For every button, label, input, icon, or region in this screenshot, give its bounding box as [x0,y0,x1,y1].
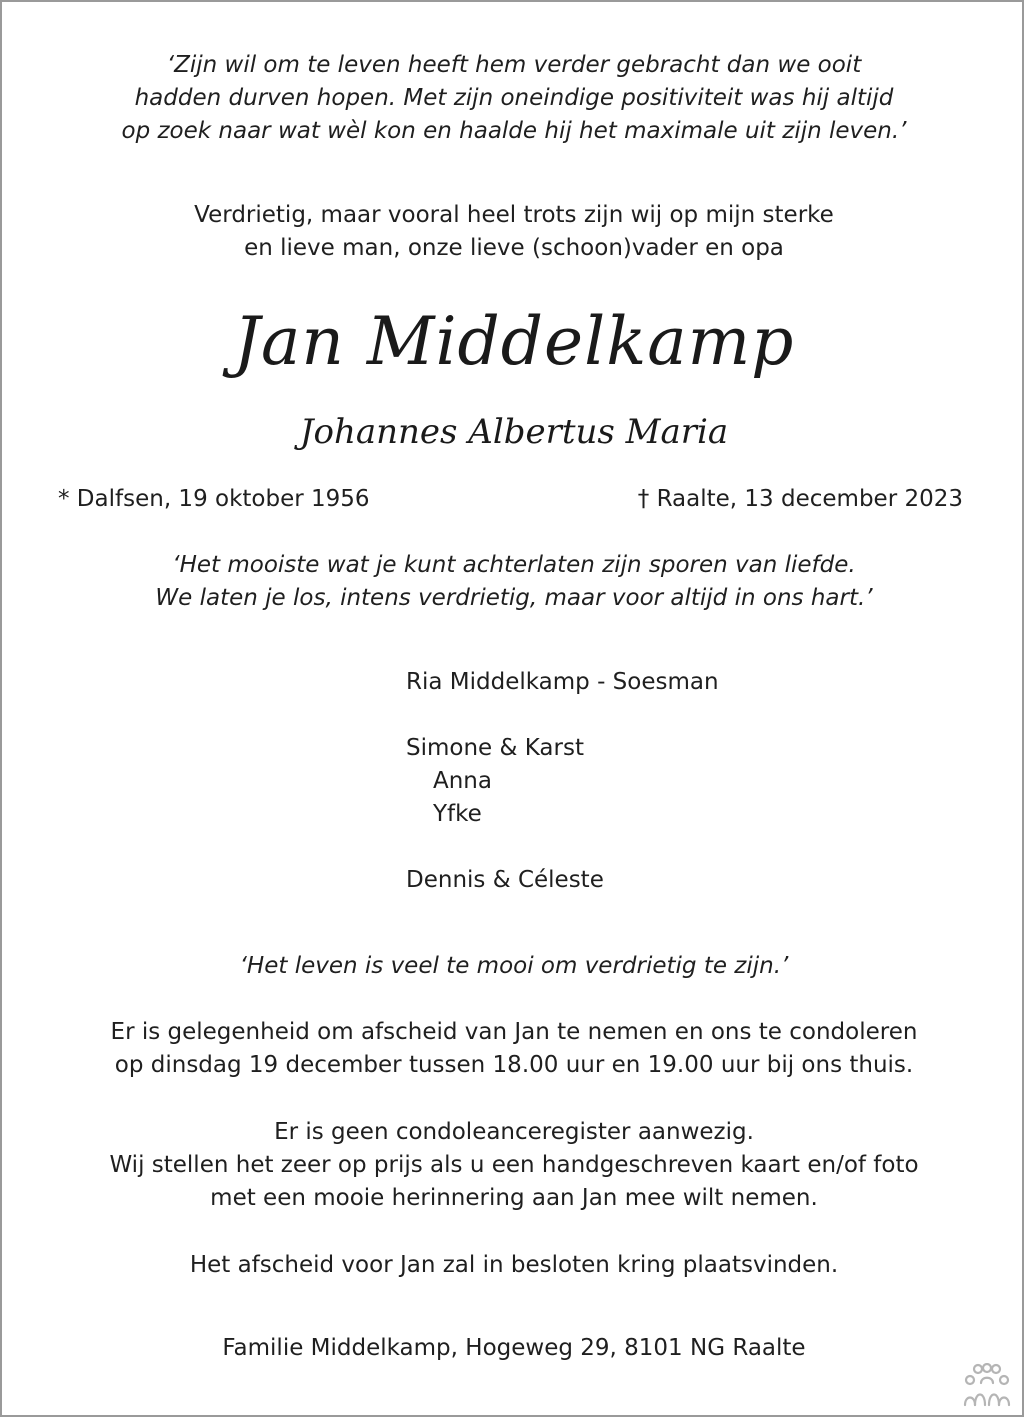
deceased-name: Jan Middelkamp [233,303,795,380]
quote-middle-line: ‘Het mooiste wat je kunt achterlaten zijn sporen van liefde. [172,552,856,578]
quote-middle-line: We laten je los, intens verdrietig, maar voor altijd in ons hart.’ [155,585,873,611]
death-info: † Raalte, 13 december 2023 [637,486,963,512]
family-spouse: Ria Middelkamp - Soesman [406,669,719,695]
address-line: Familie Middelkamp, Hogeweg 29, 8101 NG Raalte [222,1335,806,1361]
quote-top-line: op zoek naar wat wèl kon en haalde hij het maximale uit zijn leven.’ [121,118,907,144]
quote-bottom [2,950,1024,983]
family-list [406,666,719,897]
quote-middle [2,549,1024,615]
farewell-info [2,1249,1024,1282]
condolence-line: op dinsdag 19 december tussen 18.00 uur en 19.00 uur bij ons thuis. [114,1052,914,1078]
register-line: Er is geen condoleanceregister aanwezig. [274,1119,754,1145]
register-line: met een mooie herinnering aan Jan mee wilt nemen. [210,1185,818,1211]
quote-top-line: hadden durven hopen. Met zijn oneindige positiviteit was hij altijd [134,85,894,111]
condolence-info [2,1016,1024,1082]
family-circle-icon [962,1363,1012,1407]
family-grandchild: Anna [433,768,492,794]
family-address [2,1332,1024,1365]
register-info [2,1116,1024,1215]
intro-line: Verdrietig, maar vooral heel trots zijn wij op mijn sterke [194,202,834,228]
intro-text [2,199,1024,265]
register-line: Wij stellen het zeer op prijs als u een handgeschreven kaart en/of foto [109,1152,919,1178]
family-child: Simone & Karst [406,735,584,761]
intro-line: en lieve man, onze lieve (schoon)vader en opa [244,235,784,261]
family-child: Dennis & Céleste [406,867,604,893]
quote-top-line: ‘Zijn wil om te leven heeft hem verder gebracht dan we ooit [166,52,862,78]
condolence-line: Er is gelegenheid om afscheid van Jan te nemen en ons te condoleren [110,1019,918,1045]
given-names: Johannes Albertus Maria [299,412,729,452]
farewell-line: Het afscheid voor Jan zal in besloten kring plaatsvinden. [189,1252,839,1278]
family-grandchild: Yfke [433,801,482,827]
quote-top [2,49,1024,148]
quote-bottom-line: ‘Het leven is veel te mooi om verdrietig te zijn.’ [239,953,789,979]
birth-info: * Dalfsen, 19 oktober 1956 [58,486,370,512]
